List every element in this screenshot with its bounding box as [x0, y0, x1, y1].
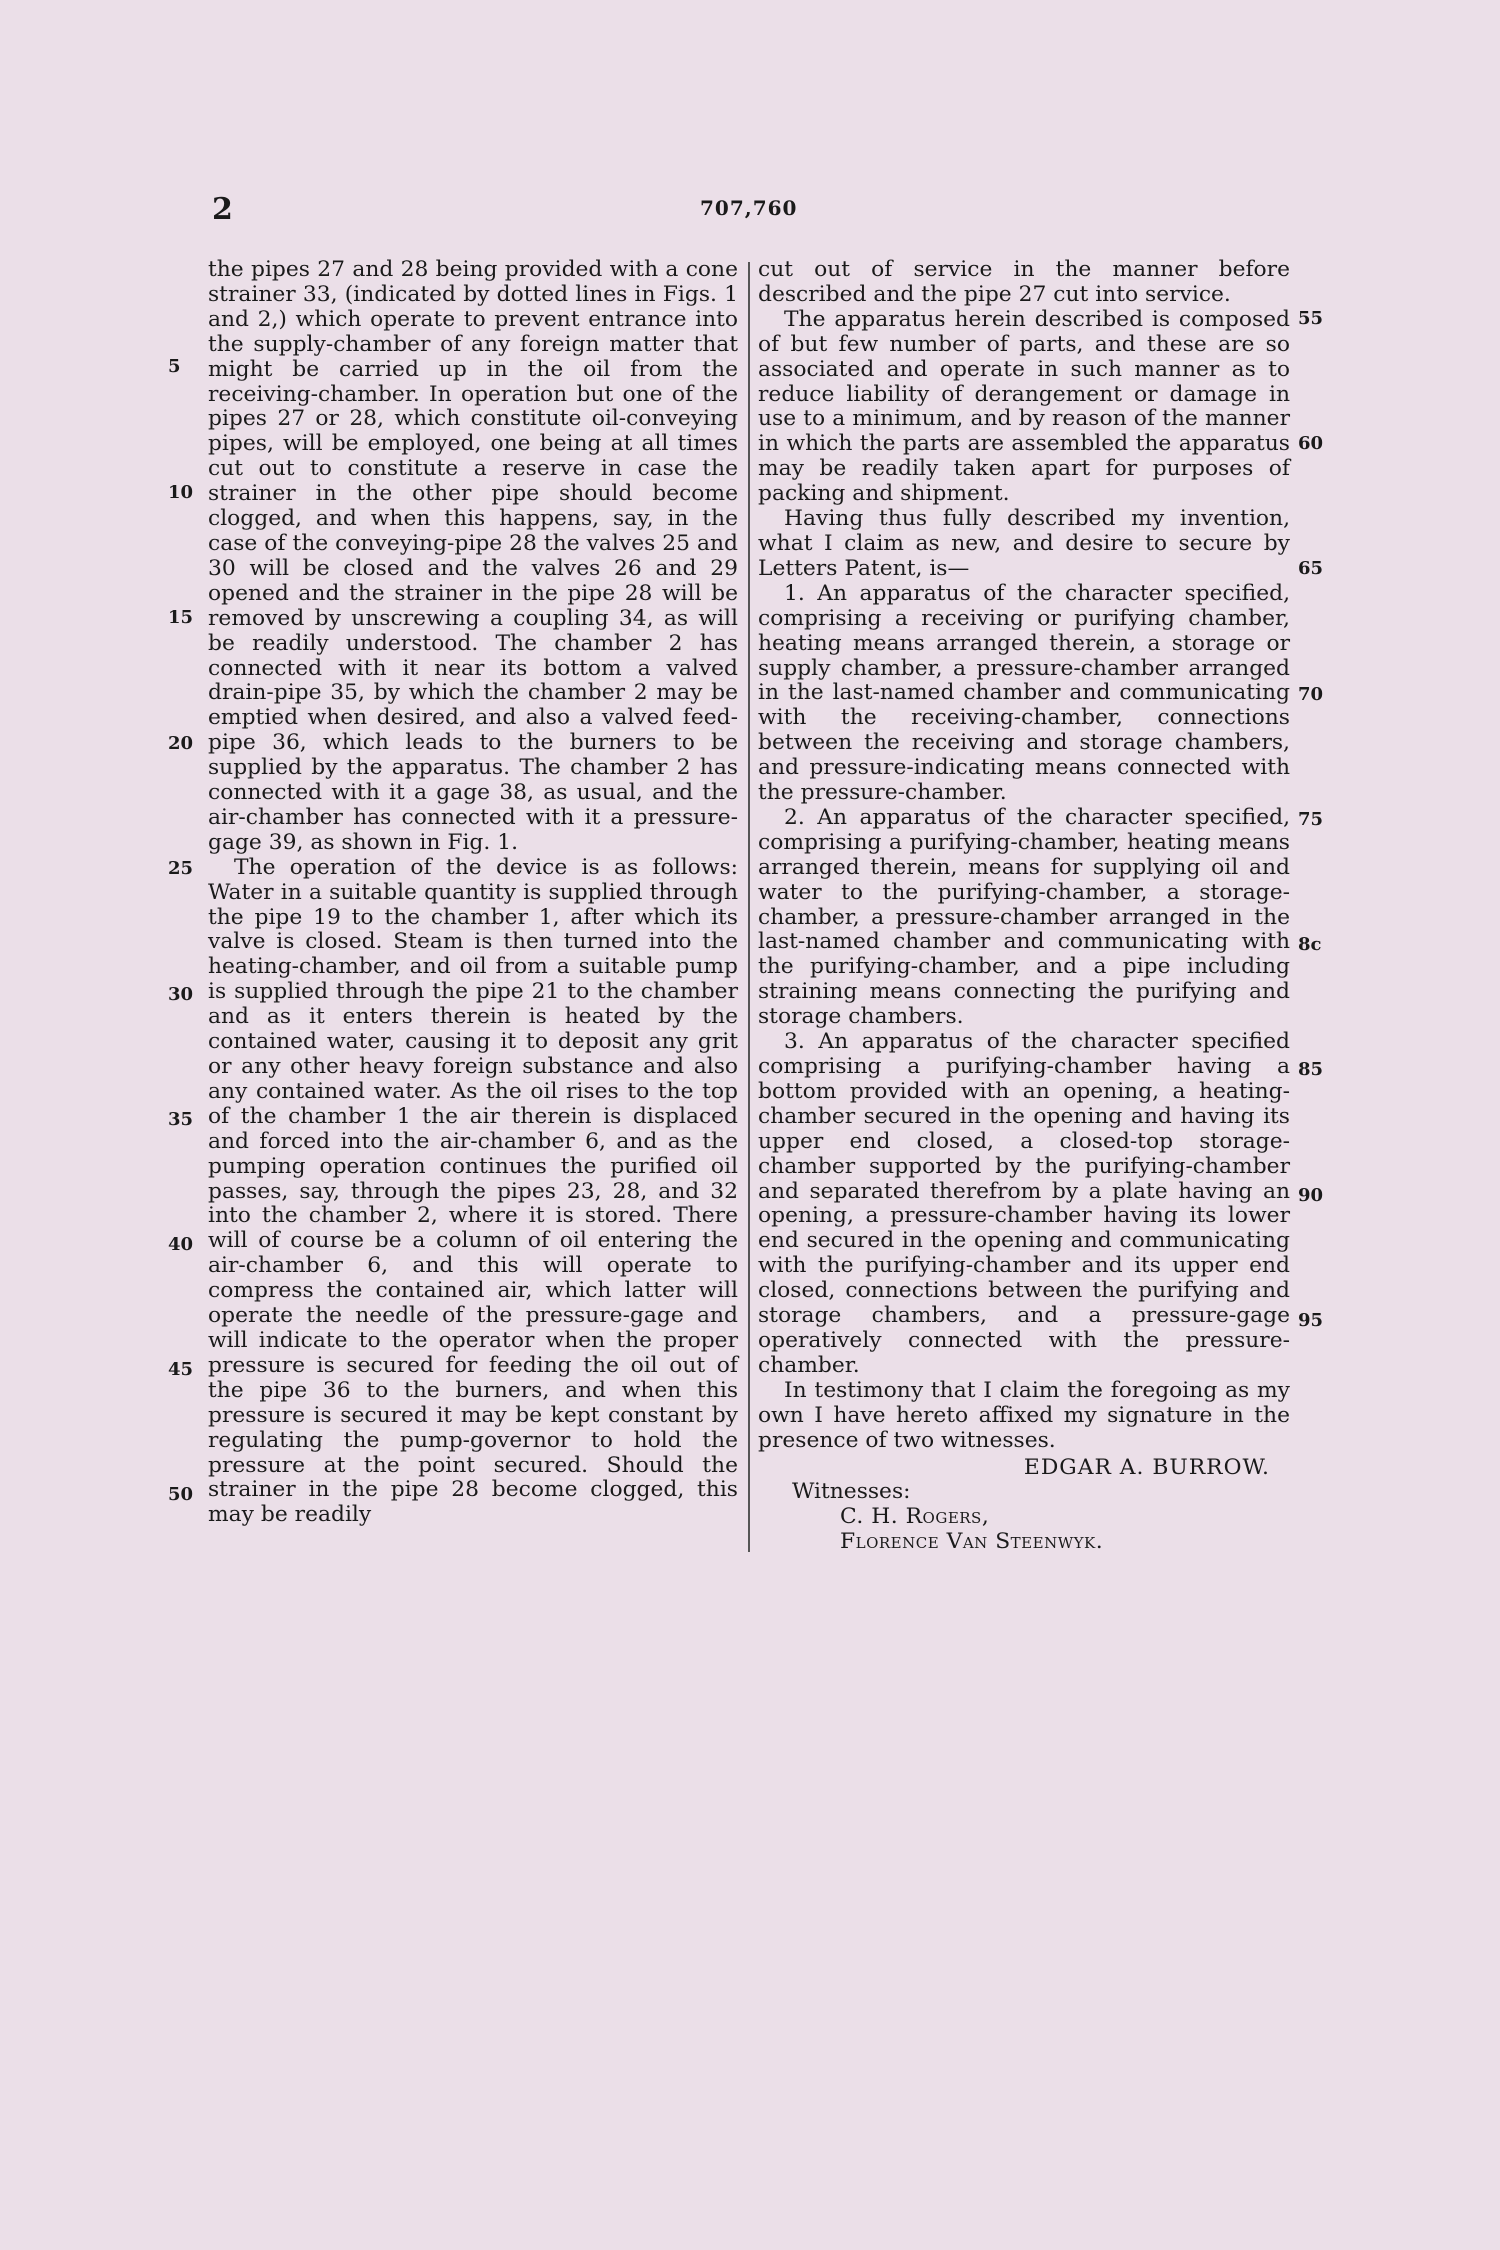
right-paragraph-2: The apparatus herein described is composed of but few number of parts, and these are so associated and operate in such manner as to reduce liability of derangement or damage in use to a minimum, and by reason of the manner in which the parts are assembled the apparatus may be readily taken apart for purposes of packing and shipment.	[758, 306, 1290, 507]
line-number-25: 25	[168, 858, 194, 879]
right-paragraph-3: Having thus fully described my invention, what I claim as new, and desire to secure by Letters Patent, is—	[758, 506, 1290, 581]
left-column	[208, 258, 738, 1528]
line-number-35: 35	[168, 1109, 194, 1130]
page-number: 2	[212, 192, 233, 227]
line-number-50: 50	[168, 1484, 194, 1505]
witness-name: Florence Van Steenwyk.	[840, 1529, 1104, 1555]
claim-2: 2. An apparatus of the character specified, comprising a purifying-chamber, heating means arranged therein, means for supplying oil and water to the purifying-chamber, a storage-chamber, a pressure-chamber arranged in the last-named chamber and communicating with the purifying-chamber, and a pipe including straining means connecting the purifying and storage chambers.	[758, 804, 1290, 1030]
claim-3: 3. An apparatus of the character specified comprising a purifying-chamber having a bottom provided with an opening, a heating-chamber secured in the opening and having its upper end closed, a closed-top storage-chamber supported by the purifying-chamber and separated therefrom by a plate having an opening, a pressure-chamber having its lower end secured in the opening and communicating with the purifying-chamber and its upper end closed, connections between the purifying and storage chambers, and a pressure-gage operatively connected with the pressure-chamber.	[758, 1029, 1290, 1378]
line-number-30: 30	[168, 984, 194, 1005]
line-number-10: 10	[168, 482, 194, 503]
right-paragraph-1: cut out of service in the manner before described and the pipe 27 cut into service.	[758, 257, 1290, 307]
line-number-55: 55	[1298, 308, 1324, 329]
inventor-name: EDGAR A. BURROW.	[1023, 1454, 1270, 1480]
line-number-65: 65	[1298, 558, 1324, 579]
line-number-85: 85	[1298, 1059, 1324, 1080]
witness-name: C. H. Rogers,	[840, 1504, 990, 1530]
line-number-15: 15	[168, 607, 194, 628]
left-paragraph-2: The operation of the device is as follows: Water in a suitable quantity is supplied through the pipe 19 to the chamber 1, after which its valve is closed. Steam is then turned into the heating-chamber, and oil from a suitable pump is supplied through the pipe 21 to the chamber and as it enters therein is heated by the contained water, causing it to deposit any grit or any other heavy foreign substance and also any contained water. As the oil rises to the top of the chamber 1 the air therein is displaced and forced into the air-chamber 6, and as the pumping operation continues the purified oil passes, say, through the pipes 23, 28, and 32 into the chamber 2, where it is stored. There will of course be a column of oil entering the air-chamber 6, and this will operate to compress the contained air, which latter will operate the needle of the pressure-gage and will indicate to the operator when the proper pressure is secured for feeding the oil out of the pipe 36 to the burners, and when this pressure is secured it may be kept constant by regulating the pump-governor to hold the pressure at the point secured. Should the strainer in the pipe 28 become clogged, this may be readily	[208, 854, 738, 1528]
line-number-20: 20	[168, 733, 194, 754]
testimony-paragraph: In testimony that I claim the foregoing as my own I have hereto affixed my signature in the presence of two witnesses.	[758, 1377, 1290, 1453]
witnesses-label: Witnesses:	[792, 1479, 911, 1505]
line-number-95: 95	[1298, 1310, 1324, 1331]
line-number-70: 70	[1298, 684, 1324, 705]
patent-number: 707,760	[700, 196, 798, 220]
left-paragraph-1: the pipes 27 and 28 being provided with a cone strainer 33, (indicated by dotted lines in Figs. 1 and 2,) which operate to prevent entrance into the supply-chamber of any foreign matter that might be carried up in the oil from the receiving-chamber. In operation but one of the pipes 27 or 28, which constitute oil-conveying pipes, will be employed, one being at all times cut out to constitute a reserve in case the strainer in the other pipe should become clogged, and when this happens, say, in the case of the conveying-pipe 28 the valves 25 and 30 will be closed and the valves 26 and 29 opened and the strainer in the pipe 28 will be removed by unscrewing a coupling 34, as will be readily understood. The chamber 2 has connected with it near its bottom a valved drain-pipe 35, by which the chamber 2 may be emptied when desired, and also a valved feed-pipe 36, which leads to the burners to be supplied by the apparatus. The chamber 2 has connected with it a gage 38, as usual, and the air-chamber has connected with it a pressure-gage 39, as shown in Fig. 1.	[208, 257, 738, 855]
line-number-75: 75	[1298, 809, 1324, 830]
line-number-80: 8c	[1298, 934, 1322, 955]
line-number-60: 60	[1298, 433, 1324, 454]
signature-block	[758, 1456, 1290, 1556]
line-number-40: 40	[168, 1234, 194, 1255]
line-number-90: 90	[1298, 1185, 1324, 1206]
line-number-5: 5	[168, 356, 181, 377]
column-divider	[748, 262, 750, 1552]
line-number-45: 45	[168, 1359, 194, 1380]
right-column	[758, 258, 1290, 1555]
claim-1: 1. An apparatus of the character specified, comprising a receiving or purifying chamber, heating means arranged therein, a storage or supply chamber, a pressure-chamber arranged in the last-named chamber and communicating with the receiving-chamber, connections between the receiving and storage chambers, and pressure-indicating means connected with the pressure-chamber.	[758, 580, 1290, 806]
